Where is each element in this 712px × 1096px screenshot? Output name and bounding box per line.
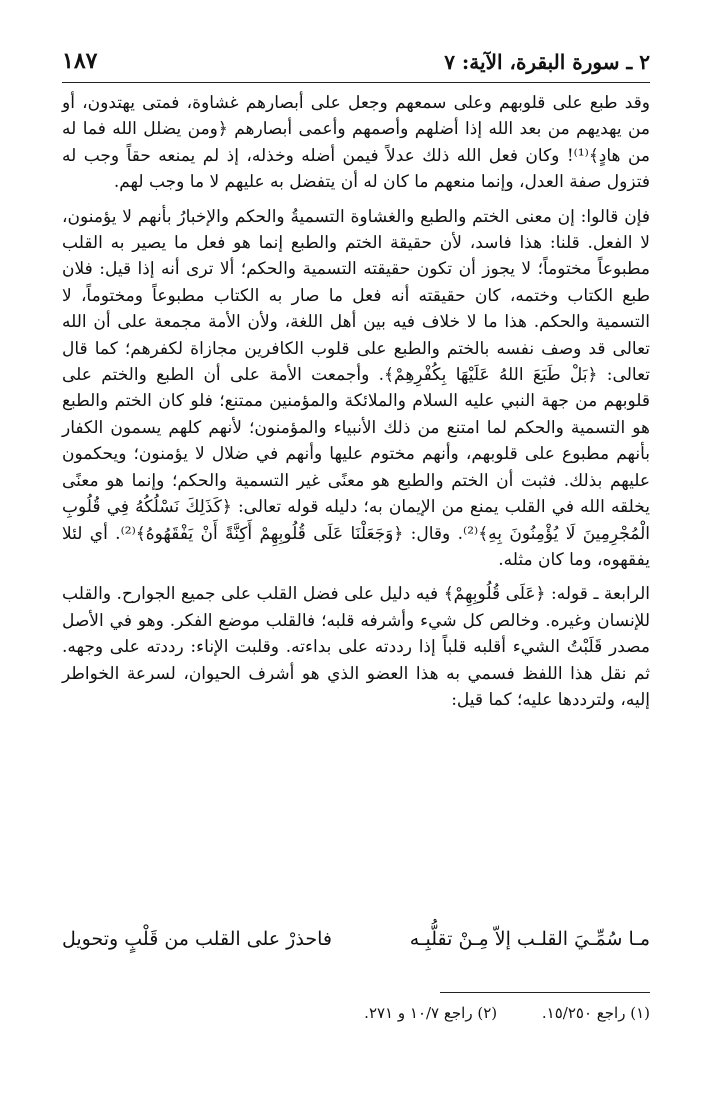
footnote-rule [440,992,650,993]
body-text [62,90,650,713]
page-number: ١٨٧ [62,48,98,74]
paragraph: فإن قالوا: إن معنى الختم والطبع والغشاوة التسميةُ والحكم والإخبارُ بأنهم لا يؤمنون، لا الفعل. قلنا: هذا فاسد، لأن حقيقة الختم والطبع إنما هو فعل ما يصير به القلب مطبوعاً مختوماً؛ لا يجوز أن تكون حقيقته التسمية والحكم؛ ألا ترى أنه إذا قيل: فلان طبع الكتاب وختمه، كان حقيقته أنه فعل ما صار به الكتاب مطبوعاً ومختوماً، لا التسمية والحكم. هذا ما لا خلاف فيه بين أهل اللغة، ولأن الأمة مجمعة على أن الله تعالى قد وصف نفسه بالختم والطبع على قلوب الكافرين مجازاة لكفرهم؛ كما قال تعالى: ﴿بَلْ طَبَعَ اللهُ عَلَيْهَا بِكُفْرِهِمْ﴾. وأجمعت الأمة على أن الطبع والختم على قلوبهم من جهة النبي عليه السلام والملائكة والمؤمنين ممتنع؛ فلو كان الختم والطبع هو التسمية والحكم لما امتنع من ذلك الأنبياء والمؤمنون؛ لأنهم كلهم يسمون الكفار بأنهم مطبوع على قلوبهم، وأنهم مختوم عليها وأنهم في ضلال لا يؤمنون؛ ويحكمون عليهم بذلك. فثبت أن الختم والطبع هو معنًى غير التسمية والحكم؛ وإنما هو معنًى يخلقه الله في القلب يمنع من الإيمان به؛ دليله قوله تعالى: ﴿كَذَلِكَ نَسْلُكُهُ فِي قُلُوبِ الْمُجْرِمِينَ لَا يُؤْمِنُونَ بِهِ﴾⁽²⁾. وقال: ﴿وَجَعَلْنَا عَلَى قُلُوبِهِمْ أَكِنَّةً أَنْ يَفْقَهُوهُ﴾⁽²⁾. أي لئلا يفقهوه، وما كان مثله. [62,206,650,570]
running-title: ٢ ـ سورة البقرة، الآية: ٧ [444,50,650,74]
first-hemistich: مـا سُمِّـيَ القلـب إلاّ مِـنْ تقلُّبِـه [409,928,650,950]
page-header [62,44,650,80]
poetry-verse [62,928,650,958]
header-rule [62,82,650,83]
footnotes [50,1004,650,1022]
footnote-1: (١) راجع ١٥/٢٥٠. [541,1004,650,1022]
footnote-2: (٢) راجع ١٠/٧ و ٢٧١. [364,1004,498,1022]
second-hemistich: فاحذرْ على القلب من قَلْبٍ وتحويل [62,928,332,950]
paragraph: الرابعة ـ قوله: ﴿عَلَى قُلُوبِهِمْ﴾ فيه دليل على فضل القلب على جميع الجوارح. والقلب للإنسان وغيره. وخالص كل شيء وأشرفه قلبه؛ فالقلب موضع الفكر. وهو في الأصل مصدر قَلَبْتُ الشيء أقلبه قلباً إذا رددته على بداءته. وقلبت الإناء: رددته على وجهه. ثم نقل هذا اللفظ فسمي به هذا العضو الذي هو أشرف الحيوان، لسرعة الخواطر إليه، ولترددها عليه؛ كما قيل: [62,584,650,710]
paragraph: وقد طبع على قلوبهم وعلى سمعهم وجعل على أبصارهم غشاوة، فمتى يهتدون، أو من يهديهم من بعد الله إذا أضلهم وأصمهم وأعمى أبصارهم ﴿ومن يضلل الله فما له من هادٍ﴾⁽¹⁾! وكان فعل الله ذلك عدلاً فيمن أضله وخذله، إذ لم يمنعه حقاً وجب له فتزول صفة العدل، وإنما منعهم ما كان له أن يتفضل به عليهم لا ما وجب لهم. [62,93,650,193]
